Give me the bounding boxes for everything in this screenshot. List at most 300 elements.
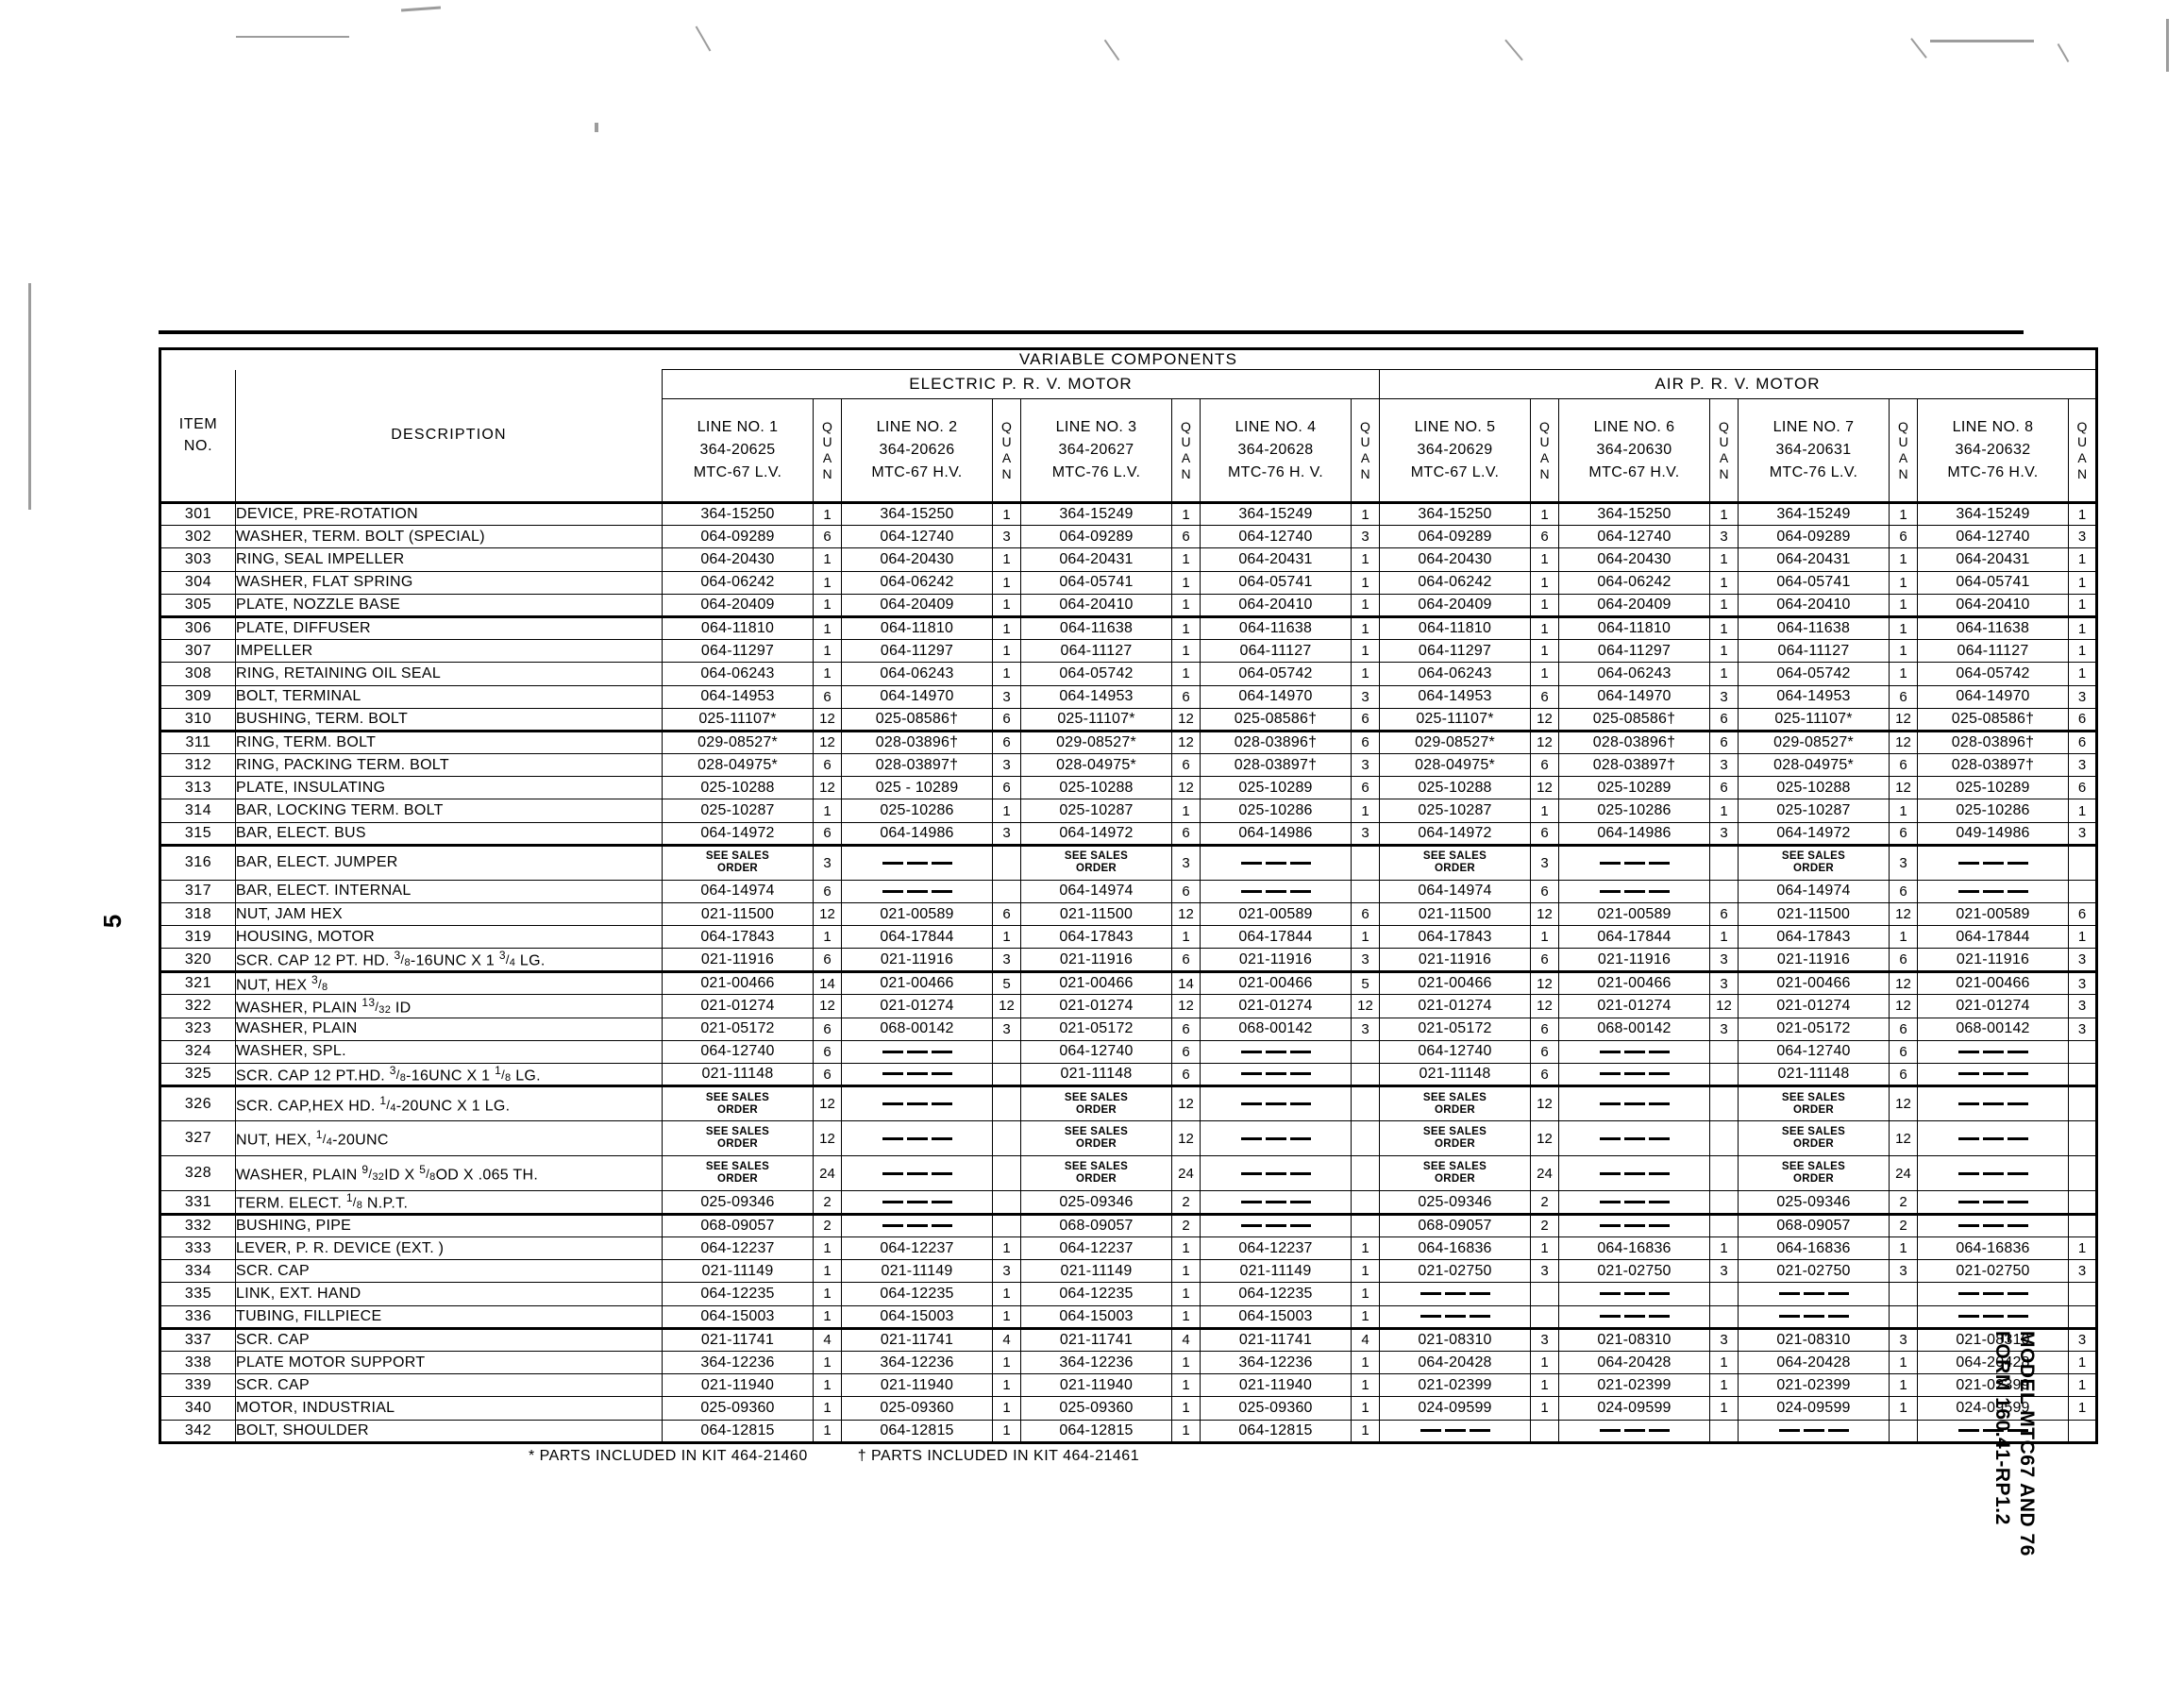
- part-number: 025-10289: [1918, 777, 2069, 799]
- part-number: 064-09289: [663, 526, 814, 548]
- part-number: 064-11297: [842, 640, 993, 663]
- quantity: 6: [1890, 949, 1918, 971]
- quantity: 3: [814, 845, 842, 880]
- quantity: [1710, 1305, 1739, 1328]
- part-number: 064-20430: [1559, 548, 1710, 571]
- quantity: 3: [1890, 1260, 1918, 1283]
- quantity: 12: [1352, 995, 1380, 1018]
- part-number: 064-20431: [1918, 548, 2069, 571]
- quantity: 1: [2069, 594, 2097, 616]
- quantity: 6: [814, 949, 842, 971]
- quantity: [993, 1214, 1021, 1236]
- item-number: 342: [160, 1420, 236, 1442]
- quantity: 1: [1710, 571, 1739, 594]
- part-number: [1559, 1305, 1710, 1328]
- quantity: 3: [2069, 1260, 2097, 1283]
- table-row: [160, 1260, 2097, 1283]
- part-number: 064-12235: [842, 1283, 993, 1305]
- part-number: 021-11916: [663, 949, 814, 971]
- part-number: 021-05172: [1380, 1018, 1531, 1040]
- table-row: [160, 731, 2097, 753]
- quantity: 3: [993, 1260, 1021, 1283]
- quantity: 1: [2069, 571, 2097, 594]
- part-number: 064-12815: [1021, 1420, 1172, 1442]
- quantity: 1: [993, 663, 1021, 685]
- quantity: [1710, 1283, 1739, 1305]
- quantity: 1: [1531, 616, 1559, 639]
- part-number: 025-10288: [1739, 777, 1890, 799]
- item-number: 337: [160, 1328, 236, 1351]
- quantity: 6: [1531, 949, 1559, 971]
- item-description: LEVER, P. R. DEVICE (EXT. ): [236, 1237, 663, 1260]
- part-number: 064-20410: [1739, 594, 1890, 616]
- part-number: 064-06243: [842, 663, 993, 685]
- quantity: 6: [993, 731, 1021, 753]
- quantity: 3: [1890, 845, 1918, 880]
- quantity: [1531, 1420, 1559, 1442]
- part-number: 364-15249: [1739, 503, 1890, 526]
- part-number: 068-00142: [1201, 1018, 1352, 1040]
- quantity: 6: [1890, 1018, 1918, 1040]
- part-number: [842, 1086, 993, 1121]
- part-number: 064-09289: [1380, 526, 1531, 548]
- quantity: 1: [1352, 1237, 1380, 1260]
- table-body: [160, 503, 2097, 1443]
- part-number: 021-11916: [1021, 949, 1172, 971]
- part-number: 021-08310: [1918, 1328, 2069, 1351]
- part-number: 021-02399: [1380, 1374, 1531, 1397]
- part-number: [1201, 1191, 1352, 1214]
- quantity: [1352, 1156, 1380, 1191]
- part-number: 021-01274: [1380, 995, 1531, 1018]
- part-number: SEE SALES ORDER: [1739, 1156, 1890, 1191]
- item-description: BAR, ELECT. BUS: [236, 822, 663, 845]
- part-number: 025-10287: [1739, 799, 1890, 822]
- item-number: 331: [160, 1191, 236, 1214]
- quantity: [1352, 845, 1380, 880]
- quantity: 1: [1710, 926, 1739, 949]
- part-number: 028-03896†: [1201, 731, 1352, 753]
- item-description: RING, SEAL IMPELLER: [236, 548, 663, 571]
- footnote-dagger: † PARTS INCLUDED IN KIT 464-21461: [857, 1448, 1140, 1464]
- part-number: 021-08310: [1380, 1328, 1531, 1351]
- table-title-row: [160, 349, 2097, 370]
- quantity: 1: [1531, 594, 1559, 616]
- quantity: 1: [1352, 1260, 1380, 1283]
- quantity: 1: [1890, 1397, 1918, 1420]
- part-number: SEE SALES ORDER: [1021, 1156, 1172, 1191]
- table-row: [160, 685, 2097, 708]
- part-number: 064-14974: [663, 880, 814, 902]
- part-number: 021-00466: [1918, 971, 2069, 994]
- quantity: 1: [1172, 640, 1201, 663]
- quantity: 1: [2069, 1397, 2097, 1420]
- quantity: 12: [1172, 903, 1201, 926]
- item-number: 315: [160, 822, 236, 845]
- quantity: 3: [2069, 995, 2097, 1018]
- part-number: 021-01274: [1739, 995, 1890, 1018]
- part-number: 064-12740: [1201, 526, 1352, 548]
- quantity: 12: [814, 995, 842, 1018]
- quantity: 12: [1710, 995, 1739, 1018]
- part-number: SEE SALES ORDER: [663, 845, 814, 880]
- part-number: [1918, 1086, 2069, 1121]
- part-number: 064-20410: [1918, 594, 2069, 616]
- quantity: 1: [993, 1351, 1021, 1373]
- quantity: 3: [1531, 1328, 1559, 1351]
- part-number: 064-20428: [1380, 1351, 1531, 1373]
- quantity: 1: [1531, 1351, 1559, 1373]
- item-number: 320: [160, 949, 236, 971]
- part-number: 064-14970: [842, 685, 993, 708]
- quantity: [2069, 845, 2097, 880]
- quantity: 1: [1352, 594, 1380, 616]
- part-number: 021-00466: [1380, 971, 1531, 994]
- part-number: 364-15250: [1380, 503, 1531, 526]
- item-number: 334: [160, 1260, 236, 1283]
- part-number: 064-20430: [663, 548, 814, 571]
- quantity: 1: [1352, 799, 1380, 822]
- quantity: 3: [1710, 1260, 1739, 1283]
- quantity: 1: [2069, 548, 2097, 571]
- part-number: 064-12237: [1201, 1237, 1352, 1260]
- quantity: 1: [1352, 663, 1380, 685]
- item-number: 333: [160, 1237, 236, 1260]
- part-number: 021-11149: [663, 1260, 814, 1283]
- part-number: 064-06242: [1559, 571, 1710, 594]
- quantity: 6: [1172, 822, 1201, 845]
- quantity: 6: [1172, 754, 1201, 777]
- quantity: 3: [1352, 754, 1380, 777]
- quantity: [993, 1063, 1021, 1085]
- quantity: 1: [993, 1237, 1021, 1260]
- item-description: WASHER, PLAIN 9/32ID X 5/8OD X .065 TH.: [236, 1156, 663, 1191]
- item-number: 323: [160, 1018, 236, 1040]
- quantity: [2069, 1063, 2097, 1085]
- part-number: 021-11741: [842, 1328, 993, 1351]
- line-header-6: LINE NO. 6 364-20630 MTC-67 H.V.: [1559, 399, 1710, 503]
- quantity: [1352, 1086, 1380, 1121]
- quantity: 1: [1710, 616, 1739, 639]
- quantity: 3: [993, 754, 1021, 777]
- part-number: 021-11149: [842, 1260, 993, 1283]
- quantity: [1352, 1063, 1380, 1085]
- table-row: [160, 1156, 2097, 1191]
- quantity: 1: [1172, 594, 1201, 616]
- part-number: [1201, 845, 1352, 880]
- quantity: 3: [2069, 685, 2097, 708]
- group-header-row: [160, 370, 2097, 399]
- quantity: [993, 1156, 1021, 1191]
- part-number: 025-10287: [1380, 799, 1531, 822]
- part-number: 021-00466: [663, 971, 814, 994]
- quantity: 2: [1172, 1214, 1201, 1236]
- quantity: 6: [1352, 731, 1380, 753]
- part-number: 064-11638: [1021, 616, 1172, 639]
- quantity: 1: [1531, 503, 1559, 526]
- part-number: 028-03897†: [842, 754, 993, 777]
- part-number: [1559, 1214, 1710, 1236]
- part-number: [842, 1063, 993, 1085]
- item-description: BOLT, TERMINAL: [236, 685, 663, 708]
- item-description: BOLT, SHOULDER: [236, 1420, 663, 1442]
- part-number: [1559, 880, 1710, 902]
- quantity: 12: [1890, 731, 1918, 753]
- part-number: 021-00589: [1559, 903, 1710, 926]
- quantity: 3: [993, 1018, 1021, 1040]
- part-number: 028-03896†: [842, 731, 993, 753]
- part-number: 064-14986: [1559, 822, 1710, 845]
- item-description: BUSHING, PIPE: [236, 1214, 663, 1236]
- quantity: 1: [1172, 616, 1201, 639]
- part-number: 064-06242: [842, 571, 993, 594]
- quantity: 1: [1890, 926, 1918, 949]
- part-number: 021-11940: [842, 1374, 993, 1397]
- part-number: [1739, 1305, 1890, 1328]
- part-number: 021-00466: [1739, 971, 1890, 994]
- part-number: 064-15003: [1021, 1305, 1172, 1328]
- part-number: 021-11148: [1739, 1063, 1890, 1085]
- part-number: 021-11500: [1021, 903, 1172, 926]
- quantity: 6: [2069, 708, 2097, 731]
- quantity: [1890, 1420, 1918, 1442]
- quantity: [993, 845, 1021, 880]
- part-number: 064-12740: [1739, 1040, 1890, 1063]
- item-description: DEVICE, PRE-ROTATION: [236, 503, 663, 526]
- part-number: 064-05741: [1201, 571, 1352, 594]
- part-number: 064-16836: [1559, 1237, 1710, 1260]
- item-description: NUT, HEX, 1/4-20UNC: [236, 1121, 663, 1156]
- part-number: 021-11148: [663, 1063, 814, 1085]
- quantity: 6: [1531, 880, 1559, 902]
- quantity: [2069, 1283, 2097, 1305]
- part-number: 064-06243: [1380, 663, 1531, 685]
- part-number: 064-06243: [663, 663, 814, 685]
- quantity: 1: [1172, 503, 1201, 526]
- quantity: 12: [1890, 1121, 1918, 1156]
- quantity: 3: [1531, 1260, 1559, 1283]
- table-row: [160, 526, 2097, 548]
- part-number: [1918, 845, 2069, 880]
- part-number: 064-15003: [663, 1305, 814, 1328]
- quantity: 6: [1890, 754, 1918, 777]
- part-number: 025-10289: [1559, 777, 1710, 799]
- item-description: MOTOR, INDUSTRIAL: [236, 1397, 663, 1420]
- quantity: 6: [1531, 1018, 1559, 1040]
- part-number: [1559, 1191, 1710, 1214]
- part-number: [1201, 1156, 1352, 1191]
- part-number: 064-12740: [1559, 526, 1710, 548]
- part-number: 064-12237: [663, 1237, 814, 1260]
- quan-header-1: Q U A N: [814, 399, 842, 503]
- part-number: 021-00589: [842, 903, 993, 926]
- part-number: 025-09360: [1021, 1397, 1172, 1420]
- quantity: [2069, 1086, 2097, 1121]
- part-number: SEE SALES ORDER: [1739, 845, 1890, 880]
- table-row: [160, 1305, 2097, 1328]
- quantity: 1: [1531, 926, 1559, 949]
- quantity: 1: [1172, 1305, 1201, 1328]
- quantity: 6: [1531, 822, 1559, 845]
- part-number: 064-11638: [1918, 616, 2069, 639]
- part-number: 064-11638: [1739, 616, 1890, 639]
- quantity: 6: [814, 754, 842, 777]
- part-number: [1739, 1420, 1890, 1442]
- group-header-electric: ELECTRIC P. R. V. MOTOR: [663, 370, 1380, 399]
- scan-artifact: [401, 7, 441, 12]
- quantity: 1: [814, 503, 842, 526]
- quantity: 1: [814, 548, 842, 571]
- quantity: 1: [814, 1374, 842, 1397]
- item-number: 318: [160, 903, 236, 926]
- quantity: 6: [1172, 949, 1201, 971]
- quantity: 3: [993, 949, 1021, 971]
- part-number: 064-17843: [663, 926, 814, 949]
- item-number: 327: [160, 1121, 236, 1156]
- part-number: 021-11741: [1201, 1328, 1352, 1351]
- quantity: 1: [1352, 1374, 1380, 1397]
- part-number: [1380, 1305, 1531, 1328]
- quantity: 14: [814, 971, 842, 994]
- model-label: MODEL MTC67 AND 76: [2016, 1331, 2038, 1556]
- quantity: 1: [1531, 640, 1559, 663]
- quantity: 1: [1352, 640, 1380, 663]
- quantity: 3: [1710, 971, 1739, 994]
- quantity: [1531, 1283, 1559, 1305]
- part-number: [1918, 1283, 2069, 1305]
- quantity: 12: [1531, 777, 1559, 799]
- quantity: 1: [1172, 1374, 1201, 1397]
- part-number: 064-16836: [1918, 1237, 2069, 1260]
- quantity: 12: [1531, 708, 1559, 731]
- quantity: 1: [1531, 571, 1559, 594]
- part-number: 021-01274: [1021, 995, 1172, 1018]
- part-number: [1559, 1283, 1710, 1305]
- scan-artifact: [595, 123, 598, 132]
- part-number: 064-14974: [1021, 880, 1172, 902]
- top-rule: [159, 330, 2024, 334]
- part-number: 064-17843: [1380, 926, 1531, 949]
- part-number: 064-14972: [1380, 822, 1531, 845]
- scan-artifact: [1910, 38, 1927, 59]
- part-number: 025-10287: [663, 799, 814, 822]
- part-number: 068-09057: [663, 1214, 814, 1236]
- part-number: 021-11940: [663, 1374, 814, 1397]
- part-number: 029-08527*: [1021, 731, 1172, 753]
- quantity: 3: [1531, 845, 1559, 880]
- part-number: 021-02750: [1559, 1260, 1710, 1283]
- quantity: 1: [1890, 640, 1918, 663]
- quantity: 12: [1531, 971, 1559, 994]
- part-number: 021-02399: [1739, 1374, 1890, 1397]
- part-number: 064-11810: [663, 616, 814, 639]
- quantity: 1: [1172, 1283, 1201, 1305]
- quantity: 6: [1352, 903, 1380, 926]
- quantity: 6: [1172, 685, 1201, 708]
- quantity: 1: [814, 663, 842, 685]
- part-number: 064-12740: [1380, 1040, 1531, 1063]
- part-number: 021-00589: [1201, 903, 1352, 926]
- quantity: 6: [1890, 685, 1918, 708]
- quantity: 3: [1710, 526, 1739, 548]
- quantity: 1: [814, 1305, 842, 1328]
- quantity: 1: [1531, 663, 1559, 685]
- quantity: 1: [1352, 1420, 1380, 1442]
- quantity: 1: [1710, 1374, 1739, 1397]
- part-number: 064-20430: [1380, 548, 1531, 571]
- part-number: 021-00589: [1918, 903, 2069, 926]
- quantity: 1: [993, 1283, 1021, 1305]
- part-number: [1559, 1156, 1710, 1191]
- item-description: SCR. CAP,HEX HD. 1/4-20UNC X 1 LG.: [236, 1086, 663, 1121]
- quantity: 6: [814, 880, 842, 902]
- part-number: 064-11297: [1559, 640, 1710, 663]
- part-number: 021-01274: [1201, 995, 1352, 1018]
- item-description: PLATE, NOZZLE BASE: [236, 594, 663, 616]
- part-number: [1201, 880, 1352, 902]
- item-description: RING, PACKING TERM. BOLT: [236, 754, 663, 777]
- table-row: [160, 777, 2097, 799]
- part-number: 364-15249: [1918, 503, 2069, 526]
- item-description: SCR. CAP: [236, 1374, 663, 1397]
- quantity: [1710, 1156, 1739, 1191]
- quan-header-4: Q U A N: [1352, 399, 1380, 503]
- part-number: 064-14970: [1201, 685, 1352, 708]
- quantity: 1: [993, 799, 1021, 822]
- part-number: 021-11741: [663, 1328, 814, 1351]
- quantity: 1: [1890, 1237, 1918, 1260]
- part-number: 021-00466: [1201, 971, 1352, 994]
- part-number: [1918, 1040, 2069, 1063]
- part-number: 064-05742: [1739, 663, 1890, 685]
- table-row: [160, 571, 2097, 594]
- quantity: 1: [1352, 1283, 1380, 1305]
- quantity: 6: [814, 526, 842, 548]
- quantity: 12: [1531, 731, 1559, 753]
- table-row: [160, 1351, 2097, 1373]
- quantity: 6: [1710, 731, 1739, 753]
- quantity: [993, 1040, 1021, 1063]
- quantity: 1: [1531, 1374, 1559, 1397]
- part-number: 029-08527*: [663, 731, 814, 753]
- part-number: [1559, 1040, 1710, 1063]
- part-number: 064-20410: [1201, 594, 1352, 616]
- part-number: 028-03896†: [1918, 731, 2069, 753]
- part-number: 021-08310: [1739, 1328, 1890, 1351]
- table-row: [160, 663, 2097, 685]
- part-number: SEE SALES ORDER: [1380, 1121, 1531, 1156]
- part-number: 021-08310: [1559, 1328, 1710, 1351]
- part-number: [1201, 1121, 1352, 1156]
- parts-table: [159, 347, 2098, 1444]
- part-number: 364-15250: [1559, 503, 1710, 526]
- part-number: [1559, 845, 1710, 880]
- part-number: SEE SALES ORDER: [663, 1121, 814, 1156]
- part-number: 064-20409: [663, 594, 814, 616]
- quantity: 1: [1710, 640, 1739, 663]
- item-number: 308: [160, 663, 236, 685]
- table-row: [160, 1018, 2097, 1040]
- quantity: 1: [1890, 594, 1918, 616]
- quantity: [1352, 1191, 1380, 1214]
- part-number: 025-09346: [1739, 1191, 1890, 1214]
- part-number: 064-12740: [1021, 1040, 1172, 1063]
- quantity: 1: [1172, 799, 1201, 822]
- quantity: 4: [1172, 1328, 1201, 1351]
- part-number: 025-09346: [663, 1191, 814, 1214]
- scan-artifact: [696, 26, 712, 52]
- quan-header-8: Q U A N: [2069, 399, 2097, 503]
